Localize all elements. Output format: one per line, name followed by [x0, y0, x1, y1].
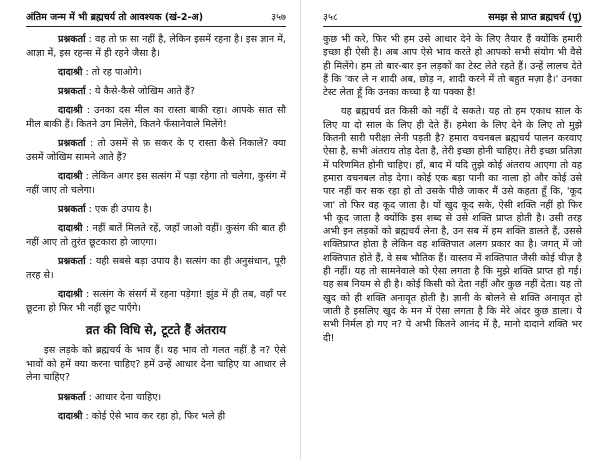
dialogue-text: : तो उसमें से फ़ सकर के ए रास्ता कैसे निकालें? क्या उसमें जोखिम सामने आते हैं? [26, 138, 286, 163]
body-paragraph: कुछ भी करे, फिर भी हम उसे आधार देने के लिए तैयार हैं क्योंकि हमारी इच्छा ही ऐसी है। अब आप ऐसे भाव करते हो आपको सभी संयोग भी वैसे ही मिलेंगे। हम तो बार-बार इन लड़कों का टेस्ट लेते रहते हैं। उन्हें लालच देते हैं कि 'कर ले न शादी अब, छोड़ न, शादी करने में तो बहुत मज़ा है।' उनका टेस्ट लेता हूँ कि उनका कच्चा है या पक्का है! [323, 34, 582, 99]
dialogue-text: : सत्संग के संसर्ग में रहना पड़ेगा! झुंड में ही तब, वहाँ पर छूटना हो फिर भी नहीं छूट पाएँगे। [26, 289, 286, 314]
speaker-label: दादाश्री [58, 105, 83, 117]
dialogue-text: : वह तो फ़ सा नहीं है, लेकिन इसमें रहना है। इस ज्ञान में, आज्ञा में, इस रहन्स में ही रहने जैसा है। [26, 34, 286, 59]
speaker-label: दादाश्री [58, 410, 83, 422]
dialogue-block [26, 66, 286, 80]
speaker-label: दादाश्री [58, 171, 83, 183]
left-page-number: ३५७ [271, 12, 286, 23]
dialogue-text: : यही सबसे बड़ा उपाय है। सत्संग का ही अनुसंधान, पूरी तरह से। [26, 256, 286, 281]
intro-paragraph: इस लड़के को ब्रह्मचर्य के भाव हैं। यह भाव तो गलत नहीं है न? ऐसे भावों को हमें क्या करना चाहिए? हमें उन्हें आधार देना चाहिए या आधार ले लेना चाहिए? [26, 344, 286, 384]
left-running-header [26, 10, 286, 27]
speaker-label: प्रश्नकर्ता [58, 204, 86, 216]
speaker-label: दादाश्री [58, 289, 83, 301]
dialogue-text: : नहीं बातें मिलते रहें, जहाँ जाओ वहीं। कुसंग की बात ही नहीं आए तो तुरंत छूटकारा हो जाएगा। [26, 223, 286, 248]
dialogue-text: : आधार देना चाहिए। [88, 391, 162, 403]
dialogue-text: : तो रह पाओगे। [85, 66, 142, 78]
dialogue-block [26, 255, 286, 282]
right-header-title: समझ से प्राप्त ब्रह्मचर्य (पू) [488, 12, 582, 23]
dialogue-text: : कोई ऐसे भाव कर रहा हो, फिर भले ही [85, 410, 226, 422]
speaker-label: प्रश्नकर्ता [58, 86, 86, 98]
dialogue-block [26, 222, 286, 249]
section-heading: व्रत की विधि से, टूटते हैं अंतराय [85, 322, 227, 337]
dialogue-block [26, 137, 286, 164]
dialogue-block [26, 410, 286, 424]
speaker-label: प्रश्नकर्ता [58, 138, 86, 150]
dialogue-block [26, 170, 286, 197]
body-paragraph: यह ब्रह्मचर्य व्रत किसी को नहीं दे सकते। यह तो हम एकाध साल के लिए या दो साल के लिए ही देते हैं। हमेशा के लिए देने के लिए तो मुझे कितनी सारी परीक्षा लेनी पड़ती है? हमारा वचनबल ब्रह्मचर्य पालन करवाए ऐसा है, सभी अंतराय तोड़ देता है, तेरी इच्छा होनी चाहिए। तेरी इच्छा प्रतिज्ञा में परिणमित होनी चाहिए। हाँ, बाद में यदि तुझे कोई अंतराय आएगा तो वह हमारा वचनबल तोड़ देगा। कोई एक बड़ा पानी का नाला हो और कोई उसे पार नहीं कर सक रहा हो तो उसके पीछे जाकर मैं उसे कहता हूँ कि, 'कूद जा' तो फिर वह कूद जाता है। यों खुद कूद सके, ऐसी शक्ति नहीं हो फिर भी कूद जाता है क्योंकि इस शब्द से उसे शक्ति प्राप्त होती है। उसी तरह अभी इन लड़कों को ब्रह्मचर्य लेना है, उन सब में हम शक्ति डालते हैं, उससे शक्तिप्राप्त होता है लेकिन वह शक्तिपात अलग प्रकार का है। जगत् में जो शक्तिपात होते हैं, वे सब भौतिक हैं। वास्तव में शक्तिपात जैसी कोई चीज़ है ही नहीं। यह तो सामनेवाले को ऐसा लगता है कि मुझे शक्ति प्राप्त हो गई। यह सब नियम से ही है। कोई किसी को देता नहीं और कुछ नहीं देता। यह तो खुद को ही शक्ति अनावृत होती है। ज्ञानी के बोलने से शक्ति अनावृत हो जाती है इसलिए खुद के मन में ऐसा लगता है कि मेरे अंदर कुछ डाला। ये सभी निर्मल हो गए न? ये अभी कितने आनंद में है, मानो दादाने शक्ति भर दी! [323, 106, 582, 344]
dialogue-text: : एक ही उपाय है। [88, 204, 152, 216]
speaker-label: दादाश्री [58, 223, 83, 235]
dialogue-block [26, 104, 286, 131]
left-header-title: अंतिम जन्म में भी ब्रह्मचर्य तो आवश्यक (खं-2-अ) [26, 12, 204, 23]
speaker-label: प्रश्नकर्ता [58, 256, 86, 268]
dialogue-text: : लेकिन अगर इस सत्संग में पड़ा रहेगा तो चलेगा, कुसंग में नहीं जाए तो चलेगा। [26, 171, 286, 196]
dialogue-block [26, 288, 286, 315]
speaker-label: दादाश्री [58, 66, 83, 78]
right-running-header [323, 10, 582, 27]
dialogue-block [26, 85, 286, 99]
right-page-number: ३५८ [323, 12, 338, 23]
dialogue-block [26, 391, 286, 405]
dialogue-block [26, 203, 286, 217]
dialogue-text: : उनका दस मील का रास्ता बाकी रहा। आपके सात सौ मील बाकी हैं। कितने उग मिलेंगे, कितने फँसानेवाले मिलेंगे! [26, 105, 286, 131]
right-page [300, 0, 600, 460]
dialogue-block [26, 33, 286, 60]
speaker-label: प्रश्नकर्ता [58, 391, 86, 403]
dialogue-text: : ये कैसे-कैसे जोखिम आते हैं? [88, 86, 195, 98]
speaker-label: प्रश्नकर्ता [58, 34, 86, 45]
